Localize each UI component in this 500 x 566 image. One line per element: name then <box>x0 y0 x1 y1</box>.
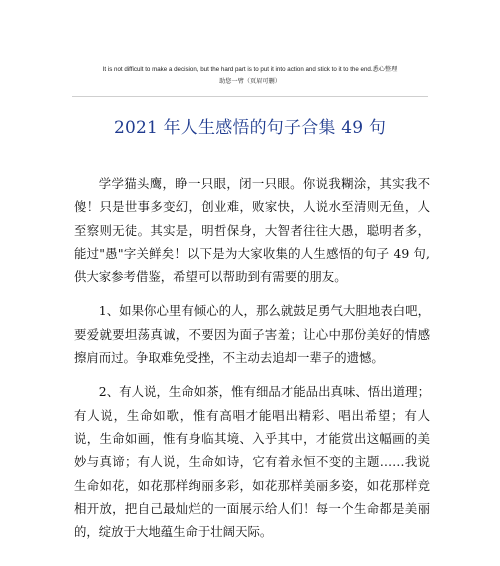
paragraph-1: 1、如果你心里有倾心的人，那么就鼓足勇气大胆地表白吧，要爱就要坦荡真诚，不要因为面子害羞；让心中那份美好的情感擦肩而过。争取难免受挫，不主动去追却一辈子的遗憾。 <box>74 303 430 366</box>
paragraph-intro: 学学猫头鹰，睁一只眼，闭一只眼。你说我糊涂，其实我不傻！只是世事多变幻，创业难，败家快，人说水至清则无鱼，人至察则无徒。其实是，明哲保身，大智者往往大愚，聪明者多，能过"愚"字关鲜矣！以下是为大家收集的人生感悟的句子 49 句,供大家参考借鉴，希望可以帮助到有需要的朋友。 <box>74 176 430 285</box>
page-header-subtext: 助您一臂（页眉可删） <box>219 78 281 85</box>
document-title: 2021 年人生感悟的句子合集 49 句 <box>113 118 387 138</box>
paragraph-2: 2、有人说，生命如茶，惟有细品才能品出真味、悟出道理；有人说，生命如歌，惟有高唱才能唱出精彩、唱出希望；有人说，生命如画，惟有身临其境、入乎其中，才能赏出这幅画的美妙与真谛；有人说，生命如诗，它有着永恒不变的主题……我说生命如花，如花那样绚丽多彩，如花那样美丽多姿，如花那样竞相开放，把自己最灿烂的一面展示给人们！每一个生命都是美丽的，绽放于大地蕴生命于壮阔天际。 <box>74 384 430 540</box>
document-body <box>74 172 430 554</box>
page-header-text: It is not difficult to make a decision, but the hard part is to put it into action and stick to it to the end.悉心整理 <box>102 66 398 73</box>
header-divider <box>72 96 428 97</box>
